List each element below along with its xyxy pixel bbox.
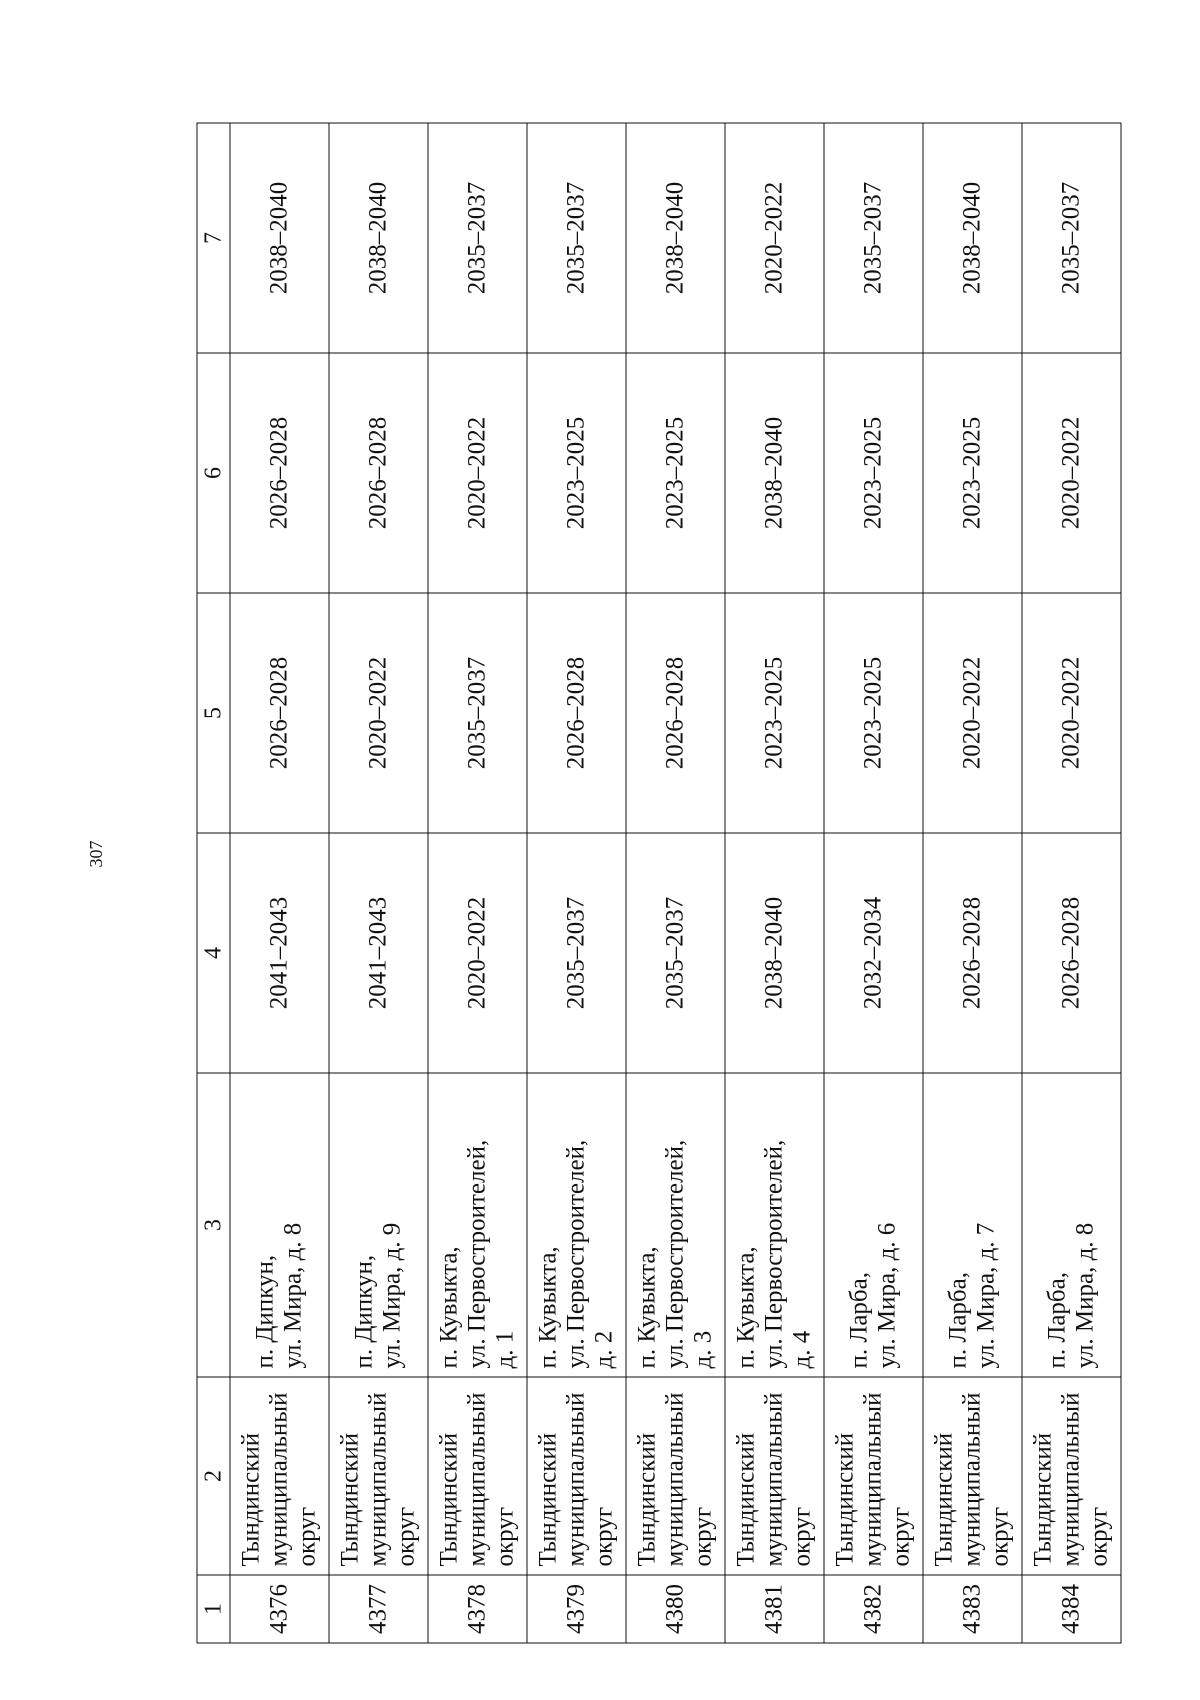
period-cell-col7: 2038–2040: [626, 123, 725, 353]
period-cell-col6: 2023–2025: [527, 353, 626, 593]
address-cell: п. Дипкун, ул. Мира, д. 8: [230, 1073, 329, 1377]
period-cell-col7: 2035–2037: [527, 123, 626, 353]
table-row: [923, 123, 1022, 1643]
period-cell-col5: 2026–2028: [527, 593, 626, 833]
period-cell-col4: 2041–2043: [329, 833, 428, 1073]
period-cell-col4: 2038–2040: [725, 833, 824, 1073]
row-number-cell: 4378: [428, 1575, 527, 1643]
address-cell: п. Кувыкта, ул. Первостроителей, д. 2: [527, 1073, 626, 1377]
period-cell-col7: 2038–2040: [923, 123, 1022, 353]
period-cell-col6: 2023–2025: [824, 353, 923, 593]
period-cell-col7: 2038–2040: [230, 123, 329, 353]
row-number-cell: 4382: [824, 1575, 923, 1643]
period-cell-col5: 2023–2025: [824, 593, 923, 833]
period-cell-col5: 2035–2037: [428, 593, 527, 833]
period-cell-col7: 2035–2037: [428, 123, 527, 353]
column-header-1: 1: [197, 1575, 230, 1643]
period-cell-col7: 2020–2022: [725, 123, 824, 353]
region-cell: Тындинский муниципальный округ: [725, 1377, 824, 1575]
table-header-row: [197, 123, 230, 1643]
row-number-cell: 4379: [527, 1575, 626, 1643]
period-cell-col6: 2038–2040: [725, 353, 824, 593]
column-header-2: 2: [197, 1377, 230, 1575]
address-cell: п. Кувыкта, ул. Первостроителей, д. 3: [626, 1073, 725, 1377]
table-row: [428, 123, 527, 1643]
period-cell-col6: 2023–2025: [626, 353, 725, 593]
region-cell: Тындинский муниципальный округ: [923, 1377, 1022, 1575]
table-row: [824, 123, 923, 1643]
region-cell: Тындинский муниципальный округ: [1022, 1377, 1121, 1575]
column-header-3: 3: [197, 1073, 230, 1377]
region-cell: Тындинский муниципальный округ: [527, 1377, 626, 1575]
period-cell-col4: 2020–2022: [428, 833, 527, 1073]
period-cell-col4: 2035–2037: [527, 833, 626, 1073]
period-cell-col5: 2026–2028: [626, 593, 725, 833]
period-cell-col6: 2026–2028: [329, 353, 428, 593]
period-cell-col6: 2026–2028: [230, 353, 329, 593]
period-cell-col6: 2020–2022: [428, 353, 527, 593]
period-cell-col4: 2026–2028: [1022, 833, 1121, 1073]
table-body: [197, 123, 1121, 1643]
period-cell-col4: 2026–2028: [923, 833, 1022, 1073]
address-cell: п. Ларба, ул. Мира, д. 8: [1022, 1073, 1121, 1377]
row-number-cell: 4376: [230, 1575, 329, 1643]
table-row: [725, 123, 824, 1643]
table-row: [626, 123, 725, 1643]
table-row: [527, 123, 626, 1643]
rotated-table-container: [196, 123, 1113, 1643]
address-cell: п. Дипкун, ул. Мира, д. 9: [329, 1073, 428, 1377]
column-header-4: 4: [197, 833, 230, 1073]
page-number: 307: [86, 840, 106, 868]
column-header-5: 5: [197, 593, 230, 833]
period-cell-col5: 2020–2022: [923, 593, 1022, 833]
address-cell: п. Ларба, ул. Мира, д. 7: [923, 1073, 1022, 1377]
period-cell-col7: 2035–2037: [1022, 123, 1121, 353]
region-cell: Тындинский муниципальный округ: [824, 1377, 923, 1575]
period-cell-col7: 2035–2037: [824, 123, 923, 353]
column-header-6: 6: [197, 353, 230, 593]
data-table: [196, 122, 1121, 1643]
period-cell-col4: 2041–2043: [230, 833, 329, 1073]
period-cell-col5: 2020–2022: [1022, 593, 1121, 833]
row-number-cell: 4383: [923, 1575, 1022, 1643]
row-number-cell: 4380: [626, 1575, 725, 1643]
row-number-cell: 4377: [329, 1575, 428, 1643]
address-cell: п. Кувыкта, ул. Первостроителей, д. 4: [725, 1073, 824, 1377]
period-cell-col5: 2020–2022: [329, 593, 428, 833]
row-number-cell: 4384: [1022, 1575, 1121, 1643]
period-cell-col5: 2023–2025: [725, 593, 824, 833]
region-cell: Тындинский муниципальный округ: [626, 1377, 725, 1575]
period-cell-col6: 2023–2025: [923, 353, 1022, 593]
period-cell-col4: 2035–2037: [626, 833, 725, 1073]
table-row: [1022, 123, 1121, 1643]
region-cell: Тындинский муниципальный округ: [428, 1377, 527, 1575]
table-row: [329, 123, 428, 1643]
column-header-7: 7: [197, 123, 230, 353]
period-cell-col5: 2026–2028: [230, 593, 329, 833]
address-cell: п. Кувыкта, ул. Первостроителей, д. 1: [428, 1073, 527, 1377]
period-cell-col4: 2032–2034: [824, 833, 923, 1073]
address-cell: п. Ларба, ул. Мира, д. 6: [824, 1073, 923, 1377]
region-cell: Тындинский муниципальный округ: [329, 1377, 428, 1575]
period-cell-col6: 2020–2022: [1022, 353, 1121, 593]
row-number-cell: 4381: [725, 1575, 824, 1643]
table-row: [230, 123, 329, 1643]
period-cell-col7: 2038–2040: [329, 123, 428, 353]
region-cell: Тындинский муниципальный округ: [230, 1377, 329, 1575]
